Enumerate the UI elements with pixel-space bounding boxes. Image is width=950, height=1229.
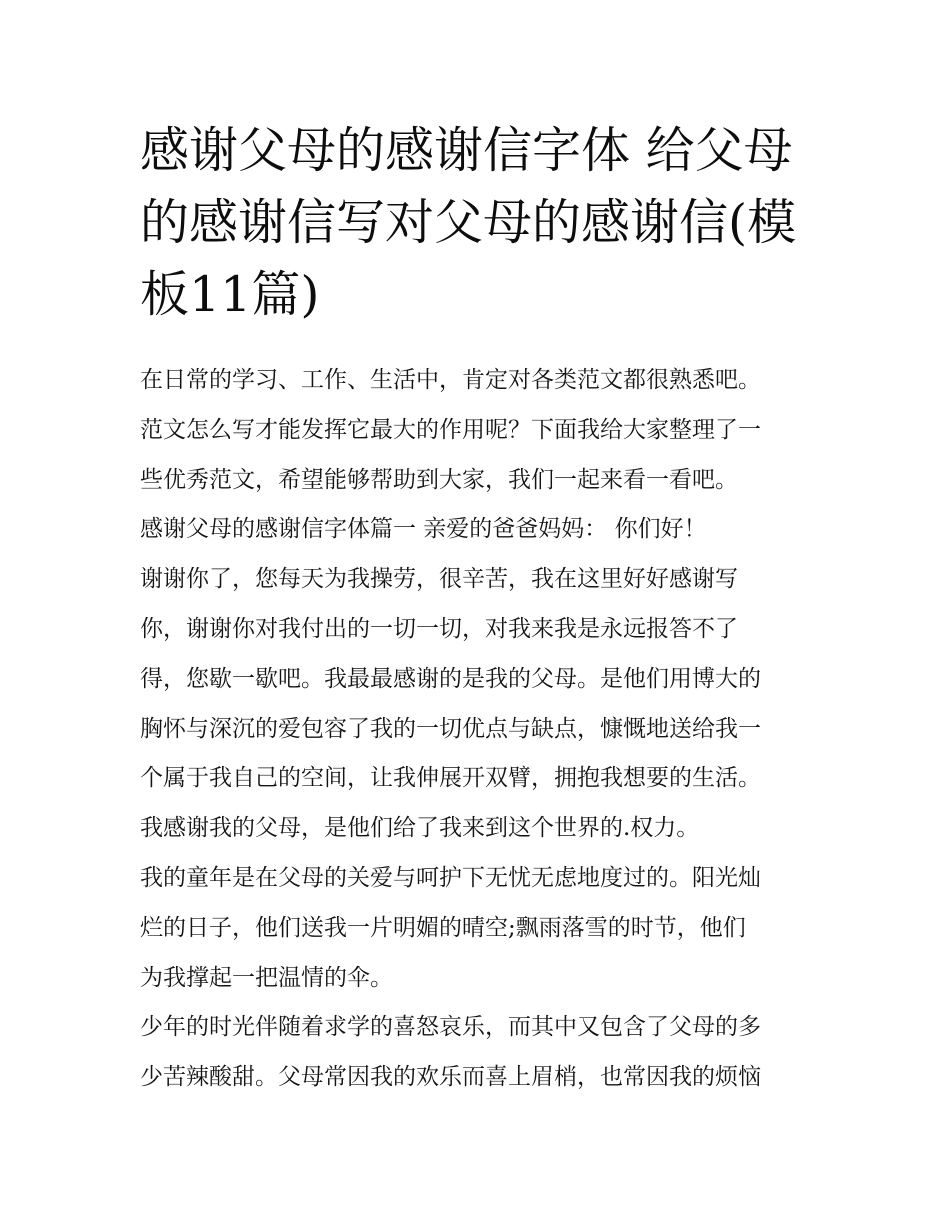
- body-line: 我的童年是在父母的关爱与呵护下无忧无虑地度过的。阳光灿: [140, 864, 761, 891]
- body-line: 在日常的学习、工作、生活中，肯定对各类范文都很熟悉吧。: [140, 367, 761, 393]
- body-line: 少年的时光伴随着求学的喜怒哀乐，而其中又包含了父母的多: [140, 1014, 761, 1041]
- body-line: 烂的日子，他们送我一片明媚的晴空;飘雨落雪的时节，他们: [140, 914, 746, 941]
- title-line: 感谢父母的感谢信字体 给父母: [140, 122, 793, 179]
- body-line: 些优秀范文，希望能够帮助到大家，我们一起来看一看吧。: [140, 466, 738, 493]
- title-line: 的感谢信写对父母的感谢信(模: [140, 194, 797, 251]
- body-line: 感谢父母的感谢信字体篇一 亲爱的爸爸妈妈： 你们好！: [140, 516, 707, 543]
- body-line: 得，您歇一歇吧。我最最感谢的是我的父母。是他们用博大的: [140, 665, 761, 692]
- document-title: [140, 115, 820, 331]
- body-line: 个属于我自己的空间，让我伸展开双臂，拥抱我想要的生活。: [140, 765, 761, 792]
- body-line: 范文怎么写才能发挥它最大的作用呢？下面我给大家整理了一: [140, 416, 761, 443]
- body-line: 为我撑起一把温情的伞。: [140, 964, 393, 991]
- body-line: 少苦辣酸甜。父母常因我的欢乐而喜上眉梢，也常因我的烦恼: [140, 1064, 761, 1091]
- document-body: [140, 356, 820, 1103]
- body-line: 我感谢我的父母，是他们给了我来到这个世界的.权力。: [140, 815, 700, 842]
- title-line: 板11篇): [140, 266, 320, 323]
- body-line: 你，谢谢你对我付出的一切一切，对我来我是永远报答不了: [140, 615, 738, 642]
- body-line: 胸怀与深沉的爱包容了我的一切优点与缺点，慷慨地送给我一: [140, 715, 761, 742]
- body-line: 谢谢你了，您每天为我操劳，很辛苦，我在这里好好感谢写: [140, 566, 738, 593]
